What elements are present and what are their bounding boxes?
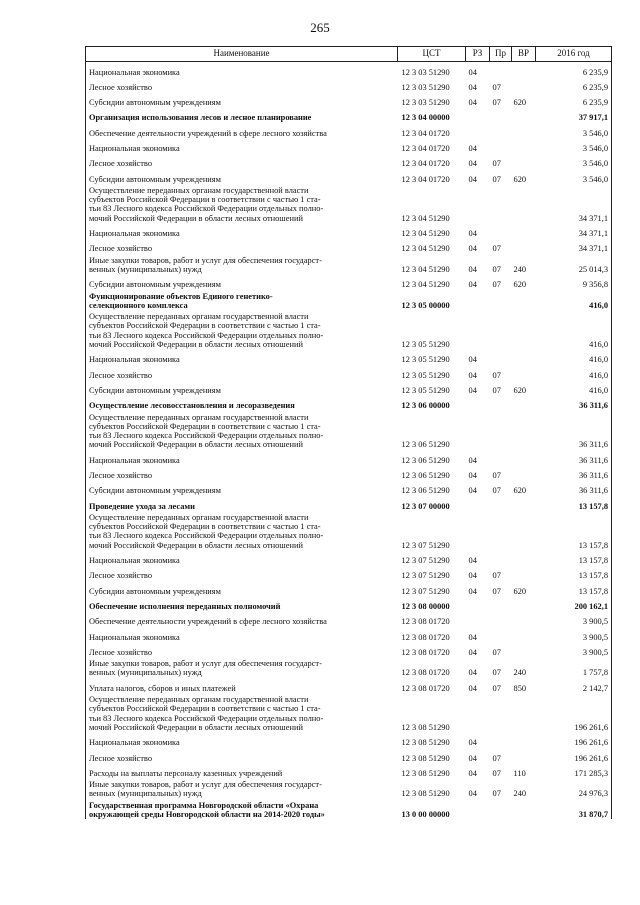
cell-name: Лесное хозяйство	[89, 82, 153, 92]
cell-pr	[490, 799, 512, 820]
cell-pr	[490, 107, 512, 122]
cell-cst: 12 3 04 51290	[401, 244, 450, 254]
cell-rz: 04	[468, 683, 477, 693]
cell-sum: 36 311,6	[578, 455, 608, 465]
cell-pr: 07	[492, 385, 501, 395]
cell-name: Лесное хозяйство	[89, 370, 153, 380]
cell-cst: 12 3 07 51290	[401, 586, 450, 596]
cell-rz: 04	[468, 486, 477, 496]
cell-pr	[490, 450, 512, 465]
cell-name: Субсидии автономным учреждениям	[89, 486, 221, 496]
cell-cst: 12 3 06 51290	[401, 440, 450, 450]
cell-pr: 07	[492, 174, 501, 184]
cell-rz: 04	[468, 753, 477, 763]
cell-vr	[512, 693, 536, 732]
cell-name: Национальная экономика	[89, 632, 180, 642]
cell-name: Лесное хозяйство	[89, 244, 153, 254]
cell-vr	[512, 511, 536, 550]
cell-sum: 3 546,0	[582, 128, 608, 138]
cell-cst: 12 3 08 51290	[401, 768, 450, 778]
cell-sum: 196 261,6	[574, 753, 608, 763]
cell-vr	[512, 138, 536, 153]
cell-name: Национальная экономика	[89, 67, 180, 77]
cell-vr	[512, 238, 536, 253]
cell-pr: 07	[492, 571, 501, 581]
cell-pr	[490, 123, 512, 138]
cell-name: Национальная экономика	[89, 229, 180, 239]
cell-vr	[512, 310, 536, 349]
cell-rz: 04	[468, 768, 477, 778]
cell-rz	[466, 611, 490, 626]
cell-sum: 36 311,6	[578, 486, 608, 496]
cell-rz	[466, 596, 490, 611]
cell-rz: 04	[468, 143, 477, 153]
cell-name: Лесное хозяйство	[89, 647, 153, 657]
cell-name: Субсидии автономным учреждениям	[89, 174, 221, 184]
table-row	[86, 678, 612, 693]
cell-vr	[512, 596, 536, 611]
cell-rz: 04	[468, 67, 477, 77]
table-row	[86, 480, 612, 495]
cell-sum: 36 311,6	[579, 401, 608, 411]
cell-rz: 04	[468, 668, 477, 678]
table-row	[86, 550, 612, 565]
cell-sum: 34 371,1	[578, 229, 608, 239]
table-row	[86, 596, 612, 611]
cell-cst: 12 3 06 51290	[401, 486, 450, 496]
table-row	[86, 450, 612, 465]
column-header-vr: ВР	[512, 47, 536, 62]
cell-rz: 04	[468, 571, 477, 581]
cell-sum: 416,0	[589, 300, 608, 310]
cell-name: Иные закупки товаров, работ и услуг для обеспечения государст- венных (муниципальных) нужд	[89, 780, 322, 799]
table-row	[86, 153, 612, 168]
cell-name: Осуществление переданных органам государственной власти субъектов Российской Федерации в соответствии с частью 1 ста- тьи 83 Лесного кодекса Российской Федерации отдельных полно- мочий Российской Федерации в области лесных отношений	[89, 412, 324, 450]
cell-cst: 12 3 03 51290	[401, 82, 450, 92]
cell-pr: 07	[492, 586, 501, 596]
table-row	[86, 349, 612, 364]
cell-sum: 13 157,8	[578, 571, 608, 581]
cell-rz: 04	[468, 229, 477, 239]
cell-name: Расходы на выплаты персоналу казенных учреждений	[89, 768, 283, 778]
cell-sum: 1 757,8	[582, 668, 608, 678]
cell-cst: 12 3 04 51290	[401, 213, 450, 223]
cell-vr	[512, 465, 536, 480]
table-row	[86, 138, 612, 153]
table-row	[86, 642, 612, 657]
cell-cst: 12 3 03 51290	[401, 67, 450, 77]
cell-pr	[490, 395, 512, 410]
cell-sum: 171 285,3	[574, 768, 608, 778]
cell-name: Национальная экономика	[89, 556, 180, 566]
cell-pr: 07	[492, 244, 501, 254]
table-row	[86, 77, 612, 92]
table-row	[86, 465, 612, 480]
cell-vr	[512, 627, 536, 642]
cell-vr	[512, 450, 536, 465]
cell-rz: 04	[468, 385, 477, 395]
cell-rz: 04	[468, 370, 477, 380]
cell-pr: 07	[492, 82, 501, 92]
cell-sum: 36 311,6	[578, 440, 608, 450]
cell-sum: 13 157,8	[578, 586, 608, 596]
cell-vr	[512, 748, 536, 763]
cell-sum: 3 546,0	[582, 174, 608, 184]
table-row	[86, 627, 612, 642]
table-row	[86, 511, 612, 550]
cell-name: Иные закупки товаров, работ и услуг для обеспечения государст- венных (муниципальных) нужд	[89, 255, 322, 274]
cell-pr	[490, 511, 512, 550]
cell-name: Субсидии автономным учреждениям	[89, 385, 221, 395]
table-row	[86, 92, 612, 107]
cell-pr: 07	[492, 98, 501, 108]
cell-cst: 12 3 08 51290	[401, 789, 450, 799]
table-row	[86, 411, 612, 450]
cell-sum: 37 917,1	[578, 113, 608, 123]
table-row	[86, 395, 612, 410]
cell-rz	[466, 496, 490, 511]
cell-name: Функционирование объектов Единого генетико- селекционного комплекса	[89, 291, 273, 310]
cell-rz: 04	[468, 556, 477, 566]
cell-rz: 04	[468, 789, 477, 799]
cell-vr: 620	[513, 280, 527, 290]
cell-pr	[490, 496, 512, 511]
cell-vr	[512, 550, 536, 565]
cell-rz	[466, 411, 490, 450]
cell-sum: 2 142,7	[582, 683, 608, 693]
cell-sum: 3 546,0	[582, 143, 608, 153]
cell-vr	[512, 223, 536, 238]
cell-vr	[512, 77, 536, 92]
cell-cst: 12 3 05 51290	[401, 385, 450, 395]
cell-cst: 12 3 05 51290	[401, 355, 450, 365]
table-row	[86, 496, 612, 511]
cell-vr: 620	[513, 385, 527, 395]
table-row	[86, 274, 612, 289]
cell-rz	[466, 123, 490, 138]
cell-pr: 07	[492, 159, 501, 169]
cell-pr	[490, 62, 512, 77]
cell-pr	[490, 550, 512, 565]
cell-pr	[490, 732, 512, 747]
cell-pr	[490, 349, 512, 364]
table-row	[86, 310, 612, 349]
cell-rz: 04	[468, 632, 477, 642]
cell-name: Осуществление лесовосстановления и лесоразведения	[89, 401, 295, 411]
cell-vr: 850	[513, 683, 527, 693]
table-row	[86, 763, 612, 778]
cell-sum: 13 157,8	[578, 540, 608, 550]
cell-sum: 25 014,3	[578, 264, 608, 274]
cell-vr: 620	[513, 586, 527, 596]
cell-sum: 24 976,3	[578, 789, 608, 799]
cell-sum: 3 546,0	[582, 159, 608, 169]
cell-rz: 04	[468, 280, 477, 290]
cell-pr: 07	[492, 264, 501, 274]
cell-vr	[512, 123, 536, 138]
cell-pr	[490, 310, 512, 349]
cell-sum: 200 162,1	[574, 601, 608, 611]
cell-vr: 620	[513, 174, 527, 184]
table-row	[86, 581, 612, 596]
cell-rz: 04	[468, 159, 477, 169]
cell-sum: 6 235,9	[582, 98, 608, 108]
table-row	[86, 748, 612, 763]
cell-vr	[512, 565, 536, 580]
cell-vr: 620	[513, 486, 527, 496]
cell-rz	[466, 395, 490, 410]
cell-pr	[490, 693, 512, 732]
cell-cst: 12 3 04 01720	[401, 128, 450, 138]
cell-vr: 110	[513, 768, 526, 778]
cell-name: Национальная экономика	[89, 738, 180, 748]
cell-name: Государственная программа Новгородской области «Охрана окружающей среды Новгородской области на 2014-2020 годы»	[89, 800, 325, 820]
cell-cst: 12 3 05 51290	[401, 340, 450, 350]
column-header-name: Наименование	[86, 47, 398, 62]
table-row	[86, 254, 612, 275]
cell-pr	[490, 138, 512, 153]
cell-sum: 6 235,9	[582, 67, 608, 77]
cell-cst: 12 3 05 51290	[401, 370, 450, 380]
cell-pr	[490, 290, 512, 311]
cell-cst: 12 3 04 00000	[401, 113, 450, 123]
cell-sum: 3 900,5	[582, 647, 608, 657]
table-row	[86, 611, 612, 626]
cell-name: Субсидии автономным учреждениям	[89, 280, 221, 290]
cell-cst: 12 3 08 01720	[401, 617, 450, 627]
cell-vr	[512, 107, 536, 122]
cell-vr	[512, 349, 536, 364]
cell-cst: 12 3 08 51290	[401, 722, 450, 732]
cell-name: Национальная экономика	[89, 455, 180, 465]
cell-name: Организация использования лесов и лесное планирование	[89, 113, 312, 123]
cell-sum: 416,0	[589, 385, 608, 395]
cell-name: Субсидии автономным учреждениям	[89, 586, 221, 596]
cell-rz	[466, 107, 490, 122]
column-header-rz: РЗ	[466, 47, 490, 62]
cell-vr: 240	[513, 264, 527, 274]
cell-name: Лесное хозяйство	[89, 571, 153, 581]
cell-rz: 04	[468, 647, 477, 657]
cell-cst: 12 3 07 00000	[401, 501, 450, 511]
cell-name: Обеспечение деятельности учреждений в сфере лесного хозяйства	[89, 128, 327, 138]
cell-vr: 240	[513, 789, 527, 799]
cell-vr	[512, 153, 536, 168]
column-header-year: 2016 год	[536, 47, 612, 62]
cell-rz: 04	[468, 98, 477, 108]
cell-cst: 12 3 06 51290	[401, 471, 450, 480]
cell-rz	[466, 693, 490, 732]
page-number: 265	[310, 20, 330, 35]
cell-name: Осуществление переданных органам государственной власти субъектов Российской Федерации в соответствии с частью 1 ста- тьи 83 Лесного кодекса Российской Федерации отдельных полно- мочий Российской Федерации в области лесных отношений	[89, 312, 324, 350]
table-row	[86, 169, 612, 184]
cell-cst: 12 3 04 51290	[401, 264, 450, 274]
cell-sum: 416,0	[589, 340, 608, 350]
table-row	[86, 799, 612, 820]
cell-cst: 12 3 08 00000	[401, 601, 450, 611]
cell-rz: 04	[468, 738, 477, 748]
cell-vr: 240	[513, 668, 527, 678]
cell-pr	[490, 611, 512, 626]
cell-vr	[512, 365, 536, 380]
table-row	[86, 238, 612, 253]
cell-sum: 34 371,1	[578, 244, 608, 254]
column-header-cst: ЦСТ	[398, 47, 466, 62]
table-body	[86, 62, 612, 820]
cell-pr: 07	[492, 280, 501, 290]
table-row	[86, 693, 612, 732]
cell-rz	[466, 799, 490, 820]
cell-sum: 3 900,5	[582, 617, 608, 627]
cell-pr	[490, 184, 512, 223]
table-row	[86, 657, 612, 678]
cell-rz: 04	[468, 455, 477, 465]
cell-vr	[512, 799, 536, 820]
cell-sum: 6 235,9	[582, 82, 608, 92]
cell-name: Национальная экономика	[89, 143, 180, 153]
cell-vr	[512, 184, 536, 223]
table-row	[86, 565, 612, 580]
cell-pr: 07	[492, 486, 501, 496]
cell-cst: 12 3 08 01720	[401, 632, 450, 642]
cell-name: Осуществление переданных органам государственной власти субъектов Российской Федерации в соответствии с частью 1 ста- тьи 83 Лесного кодекса Российской Федерации отдельных полно- мочий Российской Федерации в области лесных отношений	[89, 695, 324, 732]
cell-vr	[512, 411, 536, 450]
cell-cst: 12 3 03 51290	[401, 98, 450, 108]
cell-vr: 620	[513, 98, 527, 108]
cell-name: Обеспечение деятельности учреждений в сфере лесного хозяйства	[89, 617, 327, 627]
cell-pr	[490, 627, 512, 642]
cell-cst: 12 3 04 51290	[401, 229, 450, 239]
table-row	[86, 732, 612, 747]
cell-cst: 12 3 08 51290	[401, 753, 450, 763]
cell-cst: 12 3 08 01720	[401, 683, 450, 693]
table-row	[86, 365, 612, 380]
cell-cst: 12 3 04 01720	[401, 143, 450, 153]
table-row	[86, 778, 612, 799]
cell-sum: 196 261,6	[574, 738, 608, 748]
cell-sum: 416,0	[589, 370, 608, 380]
cell-sum: 3 900,5	[582, 632, 608, 642]
cell-rz	[466, 184, 490, 223]
cell-pr: 07	[492, 668, 501, 678]
cell-name: Проведение ухода за лесами	[89, 501, 195, 511]
budget-table	[85, 46, 612, 819]
cell-rz: 04	[468, 82, 477, 92]
cell-sum: 196 261,6	[574, 722, 608, 732]
cell-name: Субсидии автономным учреждениям	[89, 98, 221, 108]
cell-sum: 31 870,7	[578, 810, 608, 820]
cell-rz: 04	[468, 244, 477, 254]
table-row	[86, 62, 612, 77]
table-row	[86, 380, 612, 395]
table-header-row	[86, 47, 612, 62]
cell-name: Национальная экономика	[89, 355, 180, 365]
cell-cst: 12 3 07 51290	[401, 571, 450, 581]
cell-pr	[490, 596, 512, 611]
table-row	[86, 123, 612, 138]
cell-vr	[512, 496, 536, 511]
cell-vr	[512, 611, 536, 626]
cell-pr: 07	[492, 768, 501, 778]
cell-cst: 13 0 00 00000	[401, 810, 450, 820]
cell-pr	[490, 223, 512, 238]
cell-name: Осуществление переданных органам государственной власти субъектов Российской Федерации в соответствии с частью 1 ста- тьи 83 Лесного кодекса Российской Федерации отдельных полно- мочий Российской Федерации в области лесных отношений	[89, 512, 324, 550]
cell-cst: 12 3 04 01720	[401, 174, 450, 184]
cell-cst: 12 3 04 01720	[401, 159, 450, 169]
cell-cst: 12 3 06 51290	[401, 455, 450, 465]
cell-cst: 12 3 08 01720	[401, 647, 450, 657]
cell-vr	[512, 62, 536, 77]
table-row	[86, 184, 612, 223]
cell-pr: 07	[492, 370, 501, 380]
cell-vr	[512, 290, 536, 311]
cell-name: Обеспечение исполнения переданных полномочий	[89, 601, 281, 611]
cell-pr: 07	[492, 471, 501, 480]
cell-vr	[512, 732, 536, 747]
column-header-pr: Пр	[490, 47, 512, 62]
cell-vr	[512, 395, 536, 410]
cell-cst: 12 3 06 00000	[401, 401, 450, 411]
cell-sum: 13 157,8	[578, 556, 608, 566]
cell-pr: 07	[492, 789, 501, 799]
cell-pr: 07	[492, 753, 501, 763]
cell-name: Осуществление переданных органам государственной власти субъектов Российской Федерации в соответствии с частью 1 ста- тьи 83 Лесного кодекса Российской Федерации отдельных полно- мочий Российской Федерации в области лесных отношений	[89, 185, 324, 223]
cell-cst: 12 3 05 00000	[401, 300, 450, 310]
cell-cst: 12 3 04 51290	[401, 280, 450, 290]
cell-rz: 04	[468, 355, 477, 365]
cell-name: Лесное хозяйство	[89, 471, 153, 480]
cell-name: Лесное хозяйство	[89, 753, 153, 763]
cell-rz: 04	[468, 471, 477, 480]
cell-sum: 416,0	[589, 355, 608, 365]
cell-cst: 12 3 07 51290	[401, 556, 450, 566]
cell-name: Лесное хозяйство	[89, 159, 153, 169]
table-row	[86, 290, 612, 311]
cell-name: Уплата налогов, сборов и иных платежей	[89, 683, 236, 693]
cell-sum: 9 356,8	[582, 280, 608, 290]
cell-pr: 07	[492, 683, 501, 693]
cell-rz	[466, 310, 490, 349]
cell-cst: 12 3 08 01720	[401, 668, 450, 678]
cell-name: Иные закупки товаров, работ и услуг для обеспечения государст- венных (муниципальных) нужд	[89, 659, 322, 678]
cell-cst: 12 3 08 51290	[401, 738, 450, 748]
table-row	[86, 223, 612, 238]
cell-vr	[512, 642, 536, 657]
cell-rz	[466, 511, 490, 550]
cell-rz: 04	[468, 264, 477, 274]
cell-rz: 04	[468, 586, 477, 596]
table-row	[86, 107, 612, 122]
cell-rz: 04	[468, 174, 477, 184]
cell-pr: 07	[492, 647, 501, 657]
cell-cst: 12 3 07 51290	[401, 540, 450, 550]
cell-sum: 34 371,1	[578, 213, 608, 223]
cell-sum: 36 311,6	[578, 471, 608, 480]
cell-rz	[466, 290, 490, 311]
cell-sum: 13 157,8	[578, 501, 608, 511]
cell-pr	[490, 411, 512, 450]
